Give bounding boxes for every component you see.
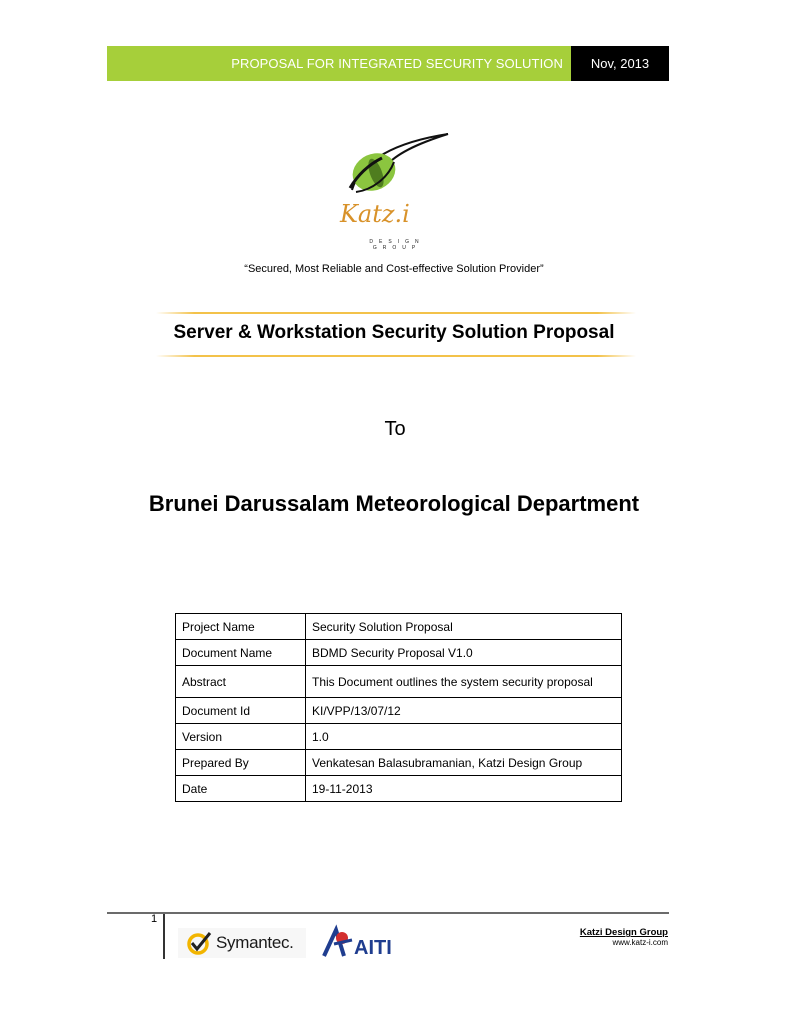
table-key: Document Name — [176, 640, 306, 666]
table-value: BDMD Security Proposal V1.0 — [306, 640, 622, 666]
table-key: Prepared By — [176, 750, 306, 776]
checkmark-icon — [186, 931, 212, 955]
aiti-logo — [322, 924, 392, 960]
symantec-logo — [178, 928, 306, 958]
footer-divider — [163, 914, 165, 959]
aiti-wordmark: AITI — [354, 937, 392, 959]
table-value: Venkatesan Balasubramanian, Katzi Design Group — [306, 750, 622, 776]
header-title: PROPOSAL FOR INTEGRATED SECURITY SOLUTION — [107, 46, 571, 81]
table-key: Abstract — [176, 666, 306, 698]
green-eye-icon — [336, 130, 454, 250]
title-rule-top — [156, 312, 636, 314]
table-row — [176, 698, 622, 724]
table-value: 19-11-2013 — [306, 776, 622, 802]
footer-url: www.katz-i.com — [612, 938, 668, 947]
client-name: Brunei Darussalam Meteorological Department — [148, 491, 640, 516]
document-info-table — [175, 613, 622, 802]
symantec-wordmark: Symantec. — [216, 933, 294, 952]
table-row — [176, 750, 622, 776]
table-key: Date — [176, 776, 306, 802]
table-row — [176, 640, 622, 666]
table-row — [176, 614, 622, 640]
table-value: 1.0 — [306, 724, 622, 750]
header-date: Nov, 2013 — [571, 46, 669, 81]
footer-rule — [107, 912, 669, 914]
table-key: Version — [176, 724, 306, 750]
tagline: “Secured, Most Reliable and Cost-effective Solution Provider” — [244, 263, 544, 275]
table-value: Security Solution Proposal — [306, 614, 622, 640]
table-row — [176, 776, 622, 802]
table-key: Document Id — [176, 698, 306, 724]
table-value: KI/VPP/13/07/12 — [306, 698, 622, 724]
table-key: Project Name — [176, 614, 306, 640]
header-band — [107, 46, 669, 81]
katzi-logo — [336, 130, 454, 250]
logo-subtitle: DESIGN GROUP — [369, 239, 425, 251]
title-rule-bottom — [156, 355, 636, 357]
aiti-logo-icon — [322, 924, 392, 960]
table-value: This Document outlines the system security proposal — [306, 666, 622, 698]
table-row — [176, 666, 622, 698]
table-row — [176, 724, 622, 750]
proposal-title: Server & Workstation Security Solution Proposal — [173, 322, 615, 343]
to-label: To — [384, 418, 406, 440]
logo-wordmark: Katz.i — [340, 200, 410, 228]
footer-company-link[interactable]: Katzi Design Group — [579, 927, 668, 938]
page-number: 1 — [151, 913, 158, 925]
